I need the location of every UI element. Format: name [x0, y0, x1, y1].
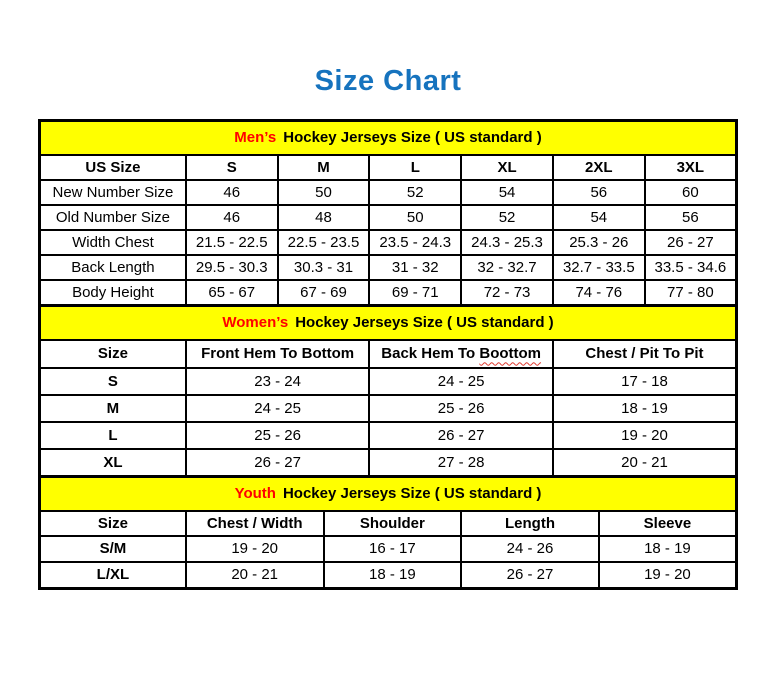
row-label-cell: Width Chest [40, 230, 186, 255]
value-cell: 18 - 19 [553, 395, 737, 422]
table-row [40, 180, 737, 205]
column-header-xl: XL [461, 155, 553, 180]
value-cell: 19 - 20 [186, 536, 324, 562]
value-cell: 23 - 24 [186, 368, 370, 395]
value-cell: 46 [186, 205, 278, 230]
page-title: Size Chart [314, 65, 462, 97]
value-cell: 67 - 69 [278, 280, 370, 306]
column-header-row [40, 155, 737, 180]
value-cell: 69 - 71 [369, 280, 461, 306]
youth-size-table [38, 475, 738, 590]
table-row [40, 255, 737, 280]
section-title-text: Hockey Jerseys Size ( US standard ) [295, 314, 554, 332]
column-header-row [40, 511, 737, 536]
section-title-text: Hockey Jerseys Size ( US standard ) [283, 129, 542, 147]
value-cell: 17 - 18 [553, 368, 737, 395]
column-header-2xl: 2XL [553, 155, 645, 180]
value-cell: 18 - 19 [324, 562, 462, 589]
column-header-s: S [186, 155, 278, 180]
value-cell: 29.5 - 30.3 [186, 255, 278, 280]
table-row [40, 562, 737, 589]
column-header-l: L [369, 155, 461, 180]
value-cell: 26 - 27 [645, 230, 737, 255]
value-cell: 30.3 - 31 [278, 255, 370, 280]
table-row [40, 536, 737, 562]
section-title-text: Hockey Jerseys Size ( US standard ) [282, 485, 542, 503]
value-cell: 16 - 17 [324, 536, 462, 562]
value-cell: 33.5 - 34.6 [645, 255, 737, 280]
table-row [40, 230, 737, 255]
value-cell: 21.5 - 22.5 [186, 230, 278, 255]
value-cell: 24.3 - 25.3 [461, 230, 553, 255]
column-header-chest-pit-to-pit: Chest / Pit To Pit [553, 340, 737, 368]
value-cell: 72 - 73 [461, 280, 553, 306]
value-cell: 26 - 27 [369, 422, 553, 449]
value-cell: 32 - 32.7 [461, 255, 553, 280]
column-header-length: Length [461, 511, 599, 536]
row-label-cell: Old Number Size [40, 205, 186, 230]
value-cell: 25 - 26 [369, 395, 553, 422]
value-cell: 32.7 - 33.5 [553, 255, 645, 280]
column-header-shoulder: Shoulder [324, 511, 462, 536]
value-cell: 25.3 - 26 [553, 230, 645, 255]
column-header-sleeve: Sleeve [599, 511, 737, 536]
section-title-accent: Men’s [234, 129, 277, 147]
value-cell: 20 - 21 [186, 562, 324, 589]
table-row [40, 449, 737, 477]
value-cell: 52 [369, 180, 461, 205]
section-title-accent: Women’s [222, 314, 289, 332]
column-header-front-hem-to-bottom: Front Hem To Bottom [186, 340, 370, 368]
value-cell: 46 [186, 180, 278, 205]
value-cell: 54 [461, 180, 553, 205]
column-header-3xl: 3XL [645, 155, 737, 180]
misspelled-word: Boottom [479, 345, 542, 363]
value-cell: 18 - 19 [599, 536, 737, 562]
women-section-title-cell [40, 305, 737, 340]
value-cell: 74 - 76 [553, 280, 645, 306]
value-cell: 23.5 - 24.3 [369, 230, 461, 255]
column-header-row [40, 340, 737, 368]
row-label-cell: XL [40, 449, 186, 477]
section-title-row [40, 120, 737, 155]
table-row [40, 422, 737, 449]
column-header-size: Size [40, 340, 186, 368]
men-section-title-cell [40, 120, 737, 155]
column-header-chest-width: Chest / Width [186, 511, 324, 536]
men-size-table [38, 119, 738, 307]
row-label-cell: New Number Size [40, 180, 186, 205]
youth-section-title-cell [40, 476, 737, 511]
value-cell: 65 - 67 [186, 280, 278, 306]
row-label-cell: L [40, 422, 186, 449]
section-title-row [40, 476, 737, 511]
value-cell: 20 - 21 [553, 449, 737, 477]
value-cell: 31 - 32 [369, 255, 461, 280]
table-row [40, 368, 737, 395]
value-cell: 24 - 26 [461, 536, 599, 562]
column-header-size: Size [40, 511, 186, 536]
value-cell: 56 [645, 205, 737, 230]
row-label-cell: Body Height [40, 280, 186, 306]
value-cell: 50 [278, 180, 370, 205]
value-cell: 19 - 20 [599, 562, 737, 589]
column-header-back-hem-to-boottom: Back Hem To Boottom [369, 340, 553, 368]
value-cell: 77 - 80 [645, 280, 737, 306]
value-cell: 22.5 - 23.5 [278, 230, 370, 255]
value-cell: 24 - 25 [186, 395, 370, 422]
column-header-us-size: US Size [40, 155, 186, 180]
column-header-m: M [278, 155, 370, 180]
value-cell: 56 [553, 180, 645, 205]
size-tables [38, 119, 738, 590]
table-row [40, 395, 737, 422]
value-cell: 48 [278, 205, 370, 230]
row-label-cell: S [40, 368, 186, 395]
value-cell: 24 - 25 [369, 368, 553, 395]
section-title-row [40, 305, 737, 340]
value-cell: 26 - 27 [461, 562, 599, 589]
row-label-cell: L/XL [40, 562, 186, 589]
row-label-cell: Back Length [40, 255, 186, 280]
value-cell: 54 [553, 205, 645, 230]
value-cell: 52 [461, 205, 553, 230]
value-cell: 27 - 28 [369, 449, 553, 477]
value-cell: 50 [369, 205, 461, 230]
women-size-table [38, 304, 738, 478]
row-label-cell: S/M [40, 536, 186, 562]
value-cell: 19 - 20 [553, 422, 737, 449]
value-cell: 25 - 26 [186, 422, 370, 449]
table-row [40, 280, 737, 306]
table-row [40, 205, 737, 230]
value-cell: 60 [645, 180, 737, 205]
row-label-cell: M [40, 395, 186, 422]
value-cell: 26 - 27 [186, 449, 370, 477]
section-title-accent: Youth [234, 485, 276, 503]
